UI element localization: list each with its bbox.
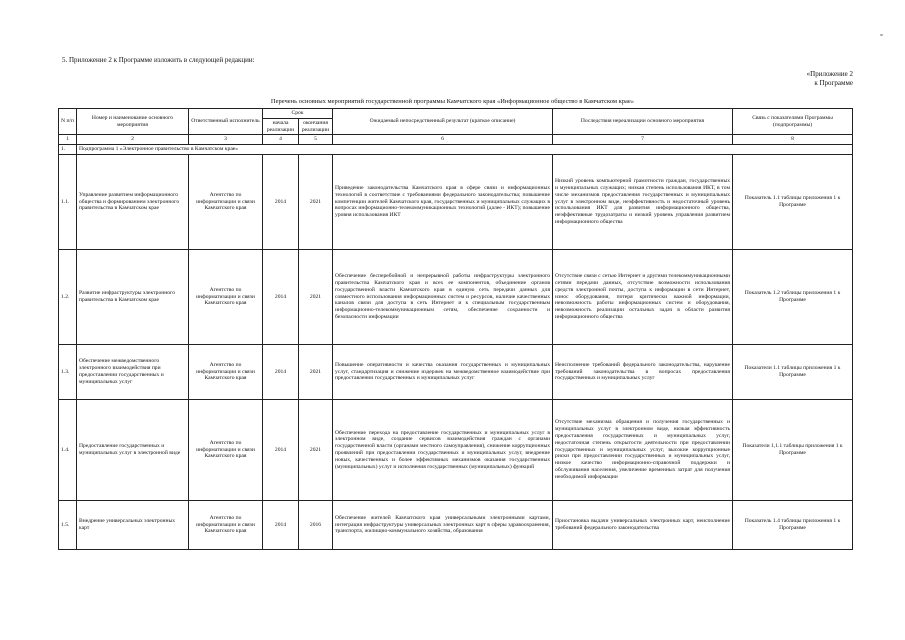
- row-num: 1.4.: [59, 399, 77, 500]
- scan-speck: [880, 34, 883, 36]
- section-num: 1.: [59, 145, 77, 155]
- section-row: [59, 145, 853, 155]
- row-link: Показатели 1.1 таблицы приложения 1 к Программе: [733, 344, 853, 399]
- col-number: 8: [733, 135, 853, 145]
- row-start: 2014: [263, 344, 299, 399]
- row-end: 2021: [299, 399, 333, 500]
- row-end: 2021: [299, 249, 333, 344]
- row-result: Обеспечение жителей Камчатского края универсальными электронными картами, интеграция инфраструктуры универсальных электронных карт в сферы здравоохранения, транспорта, жилищно-коммунального хозяйства, образования: [333, 500, 553, 549]
- row-start: 2014: [263, 154, 299, 249]
- header-result: Ожидаемый непосредственный результат (краткое описание): [333, 109, 553, 135]
- row-consequences: Приостановка выдачи универсальных электронных карт, неисполнение требований федерального законодательства: [553, 500, 733, 549]
- appendix-line-2: к Программе: [814, 79, 853, 87]
- row-executor: Агентство по информатизации и связи Камчатского края: [189, 249, 263, 344]
- row-result: Обеспечение бесперебойной и непрерывной работы инфраструктуры электронного правительства Камчатского края и всех ее компонентов, объединение органов государственной власти Камчатского края в единую сеть передачи данных для совместного использования информационных систем и ресурсов, наличие качественных каналов связи для доступа в сеть Интернет и к специальным государственным информационно-телекоммуникационным сетям, обеспечение сохранности и безопасности информации: [333, 249, 553, 344]
- row-name: Обеспечение межведомственного электронного взаимодействия при предоставлении государственных и муниципальных услуг: [77, 344, 189, 399]
- col-number: 4: [263, 135, 299, 145]
- header-row-1: [59, 109, 853, 119]
- row-result: Повышение оперативности и качества оказания государственных и муниципальных услуг, стандартизация и снижение издержек на межведомственное взаимодействие при предоставлении государственных и муниципальных услуг: [333, 344, 553, 399]
- measures-table: [58, 108, 853, 550]
- document-title: Перечень основных мероприятий государственной программы Камчатского края «Информационное общество в Камчатском крае»: [270, 98, 635, 105]
- col-number: 1: [59, 135, 77, 145]
- col-number: 5: [299, 135, 333, 145]
- header-consequences: Последствия нереализации основного мероприятия: [553, 109, 733, 135]
- header-start: начала реализации: [263, 118, 299, 135]
- section-title: Подпрограмма 1 «Электронное правительство в Камчатском крае»: [77, 145, 853, 155]
- row-link: Показатель 1.1 таблицы приложения 1 к Программе: [733, 154, 853, 249]
- header-link: Связь с показателями Программы (подпрограммы): [733, 109, 853, 135]
- row-end: 2021: [299, 154, 333, 249]
- col-number: 7: [553, 135, 733, 145]
- row-name: Развитие инфраструктуры электронного правительства в Камчатском крае: [77, 249, 189, 344]
- row-result: Обеспечение перехода на предоставление государственных и муниципальных услуг в электронном виде, создание сервисов взаимодействия граждан с органами государственной власти (органами местного самоуправления), снижение коррупционных проявлений при предоставлении государственных и муниципальных услуг, внедрение новых, качественных и более эффективных механизмов оказания государственных (муниципальных) услуг и исполнения государственных (муниципальных) функций: [333, 399, 553, 500]
- row-end: 2021: [299, 344, 333, 399]
- header-name: Номер и наименование основного мероприятия: [77, 109, 189, 135]
- row-link: Показатели 1,1.1 таблицы приложения 1 к Программе: [733, 399, 853, 500]
- row-result: Приведение законодательства Камчатского края в сфере связи и информационных технологий в соответствие с требованиями федерального законодательства; повышение компетенции жителей Камчатского края, государственных и муниципальных служащих в вопросах информационно-телекоммуникационных технологий (далее - ИКТ); повышение уровня использования ИКТ: [333, 154, 553, 249]
- col-number: 6: [333, 135, 553, 145]
- table-row: [59, 344, 853, 399]
- appendix-label: [807, 70, 853, 88]
- row-name: Предоставление государственных и муниципальных услуг в электронной виде: [77, 399, 189, 500]
- column-number-row: [59, 135, 853, 145]
- header-end: окончания реализации: [299, 118, 333, 135]
- table-row: [59, 249, 853, 344]
- row-name: Управление развитием информационного общества и формированием электронного правительства в Камчатском крае: [77, 154, 189, 249]
- row-executor: Агентство по информатизации и связи Камчатского края: [189, 399, 263, 500]
- row-num: 1.2.: [59, 249, 77, 344]
- table-row: [59, 154, 853, 249]
- row-name: Внедрение универсальных электронных карт: [77, 500, 189, 549]
- col-number: 2: [77, 135, 189, 145]
- col-number: 3: [189, 135, 263, 145]
- row-executor: Агентство по информатизации и связи Камчатского края: [189, 500, 263, 549]
- row-end: 2016: [299, 500, 333, 549]
- row-num: 1.3.: [59, 344, 77, 399]
- row-start: 2014: [263, 399, 299, 500]
- intro-text: 5. Приложение 2 к Программе изложить в следующей редакции:: [62, 56, 255, 64]
- appendix-line-1: «Приложение 2: [806, 70, 853, 78]
- row-executor: Агентство по информатизации и связи Камчатского края: [189, 344, 263, 399]
- row-num: 1.1.: [59, 154, 77, 249]
- table-row: [59, 500, 853, 549]
- row-num: 1.5.: [59, 500, 77, 549]
- row-consequences: Неисполнение требований федерального законодательства, нарушение требований законодательства в вопросах предоставления государственных и муниципальных услуг: [553, 344, 733, 399]
- row-link: Показатель 1.4 таблицы приложения 1 к Программе: [733, 500, 853, 549]
- row-start: 2014: [263, 249, 299, 344]
- row-link: Показатель 1.2 таблицы приложения 1 к Программе: [733, 249, 853, 344]
- row-consequences: Низкий уровень компьютерной грамотности граждан, государственных и муниципальных служащих; низкая степень использования ИКТ, в том числе механизмов предоставления государственных и муниципальных услуг в электронном виде, неэффективность и недостаточный уровень использования ИКТ для развития информационного общества, неэффективные трудозатраты и низкий уровень управления развитием информационного общества: [553, 154, 733, 249]
- row-start: 2014: [263, 500, 299, 549]
- header-executor: Ответственный исполнитель: [189, 109, 263, 135]
- header-num: N п/п: [59, 109, 77, 135]
- row-consequences: Отсутствие механизма обращения и получения государственных и муниципальных услуг в электронном виде, низкая эффективность предоставления государственных и муниципальных услуг, недостаточная степень открытости деятельности при предоставлении государственных и муниципальных услуг, высокие коррупционные риски при предоставлении государственных и муниципальных услуг, низкое качество информационно-справочной поддержки и обслуживания населения, увеличение временных затрат для получения необходимой информации: [553, 399, 733, 500]
- row-consequences: Отсутствие связи с сетью Интернет и другими телекоммуникационными сетями передачи данных, отсутствие возможности использования средств электронной почты, доступа к информации в сети Интернет, износ оборудования, потеря критически важной информации, невозможность работы информационных систем и оборудования, невозможность реализации остальных задач в области развития информационного общества: [553, 249, 733, 344]
- header-term: Срок: [263, 109, 333, 119]
- row-executor: Агентство по информатизации и связи Камчатского края: [189, 154, 263, 249]
- table-row: [59, 399, 853, 500]
